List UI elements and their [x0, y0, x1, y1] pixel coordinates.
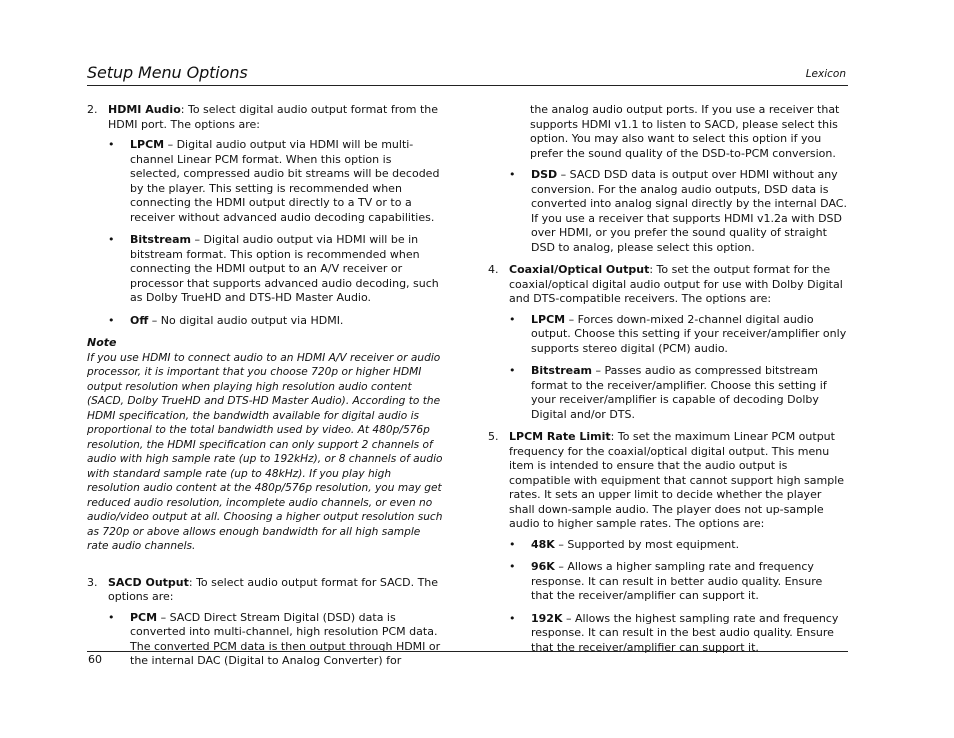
note-heading: Note	[87, 336, 117, 349]
bullet-item	[509, 313, 848, 357]
bullet-term: PCM	[130, 610, 158, 624]
bullet-text	[130, 611, 444, 669]
bullet-item	[108, 314, 444, 329]
page-number: 60	[88, 653, 102, 666]
item-term: LPCM Rate Limit	[509, 430, 611, 443]
bullet-icon: •	[509, 168, 516, 181]
item-number: 2.	[87, 103, 98, 116]
item-number: 5.	[488, 430, 499, 443]
list-item-lpcm-rate-limit	[488, 430, 848, 532]
bullet-text	[531, 168, 848, 255]
item-term: Coaxial/Optical Output	[509, 263, 650, 276]
bullet-term: Bitstream	[130, 233, 191, 246]
list-item-hdmi-audio	[87, 103, 444, 132]
bullet-text	[130, 233, 444, 306]
bullet-item	[509, 560, 848, 604]
bullet-item	[509, 168, 848, 255]
bullet-icon: •	[108, 233, 115, 246]
sacd-output-options	[108, 611, 444, 669]
item-text: : To select digital audio output format from the HDMI port. The options are:	[108, 103, 439, 131]
lpcm-rate-options	[509, 538, 848, 656]
bullet-description: – Allows the highest sampling rate and frequency response. It can result in the best audio quality. Ensure that the receiver/amplifier can support it.	[531, 611, 839, 654]
bullet-text	[531, 313, 848, 357]
item-text: : To select audio output format for SACD. The options are:	[108, 575, 439, 603]
sacd-output-options-continued	[509, 168, 848, 255]
bullet-description: – Digital audio output via HDMI will be multi-channel Linear PCM format. When this option is selected, compressed audio bit streams will be decoded by the player. This setting is recommended when connecting the HDMI output directly to a TV or to a receiver without advanced audio decoding capabilities.	[130, 138, 440, 224]
bullet-icon: •	[509, 364, 516, 377]
page-title: Setup Menu Options	[87, 63, 248, 82]
bullet-term: DSD	[531, 168, 558, 181]
bullet-term: LPCM	[130, 138, 165, 151]
bullet-term: 48K	[531, 537, 555, 551]
item-body	[108, 576, 444, 605]
left-column	[87, 103, 444, 677]
bullet-term: Bitstream	[531, 364, 592, 377]
bullet-term: LPCM	[531, 312, 566, 326]
item-term: SACD Output	[108, 575, 189, 589]
continuation-text: the analog audio output ports. If you use a receiver that supports HDMI v1.1 to listen to SACD, please select this option. You may also want to select this option if you prefer the sound quality of the DSD-to-PCM conversion.	[530, 103, 840, 160]
item-text: : To set the maximum Linear PCM output frequency for the coaxial/optical digital output. This menu item is intended to ensure that the audio output is compatible with equipment that cannot support high sample rates. It sets an upper limit to decide whether the player shall down-sample audio. The player does not up-sample audio to higher sample rates. The options are:	[509, 430, 845, 530]
bullet-text	[531, 612, 848, 656]
item-number: 4.	[488, 263, 499, 276]
bullet-description: – No digital audio output via HDMI.	[148, 313, 344, 327]
bullet-item	[108, 138, 444, 225]
footer-rule	[87, 651, 848, 652]
bullet-text	[531, 538, 848, 553]
item-text: : To set the output format for the coaxial/optical digital audio output for use with Dolby Digital and DTS-compatible receivers. The options are:	[509, 263, 843, 305]
bullet-term: 96K	[531, 560, 555, 573]
header-rule	[87, 85, 848, 86]
bullet-description: – Passes audio as compressed bitstream format to the receiver/amplifier. Choose this setting if your receiver/amplifier is capable of decoding Dolby Digital and/or DTS.	[531, 364, 827, 421]
bullet-icon: •	[108, 610, 115, 624]
bullet-description: – Allows a higher sampling rate and frequency response. It can result in better audio quality. Ensure that the receiver/amplifier can support it.	[531, 560, 823, 602]
bullet-text	[130, 314, 444, 329]
bullet-icon: •	[509, 560, 516, 573]
bullet-item	[509, 612, 848, 656]
bullet-item	[108, 233, 444, 306]
bullet-description: – Supported by most equipment.	[554, 537, 740, 551]
bullet-icon: •	[108, 138, 115, 151]
bullet-description: – SACD Direct Stream Digital (DSD) data is converted into multi-channel, high resolution PCM data. The converted PCM data is then output through HDMI or the internal DAC (Digital to Analog Converter) for	[130, 610, 441, 667]
bullet-description: – Forces down-mixed 2-channel digital audio output. Choose this setting if your receiver/amplifier only supports stereo digital (PCM) audio.	[531, 312, 847, 355]
brand-label: Lexicon	[805, 68, 846, 80]
right-column	[488, 103, 848, 663]
list-item-sacd-output	[87, 576, 444, 605]
item-body	[509, 263, 848, 307]
note-text: If you use HDMI to connect audio to an HDMI A/V receiver or audio processor, it is important that you choose 720p or higher HDMI output resolution when playing high resolution audio content (SACD, Dolby TrueHD and DTS-HD Master Audio). According to the HDMI specification, the bandwidth available for digital audio is proportional to the total bandwidth used by video. At 480p/576p resolution, the HDMI specification can only support 2 channels of audio with high sample rate (up to 192kHz), or 8 channels of audio with standard sample rate (up to 48kHz). If you play high resolution audio content at the 480p/576p resolution, you may get reduced audio resolution, incomplete audio channels, or even no audio/video output at all. Choosing a higher output resolution such as 720p or above allows enough bandwidth for all high sample rate audio channels.	[87, 351, 443, 552]
bullet-icon: •	[509, 312, 516, 326]
item-term: HDMI Audio	[108, 103, 181, 116]
bullet-icon: •	[509, 611, 516, 625]
coaxial-output-options	[509, 313, 848, 423]
bullet-term: Off	[130, 313, 149, 327]
bullet-description: – SACD DSD data is output over HDMI without any conversion. For the analog audio outputs, DSD data is converted into analog signal directly by the internal DAC. If you use a receiver that supports HDMI v1.2a with DSD over HDMI, or you prefer the sound quality of straight DSD to analog, please select this option.	[531, 168, 847, 254]
bullet-icon: •	[509, 537, 516, 551]
item-number: 3.	[87, 575, 98, 589]
bullet-text	[531, 560, 848, 604]
item-body	[108, 103, 444, 132]
bullet-item	[509, 538, 848, 553]
item-body	[509, 430, 848, 532]
hdmi-audio-options	[108, 138, 444, 328]
bullet-term: 192K	[531, 611, 563, 625]
bullet-text	[531, 364, 848, 422]
list-item-coaxial-optical-output	[488, 263, 848, 307]
bullet-text	[130, 138, 444, 225]
bullet-item	[108, 611, 444, 669]
bullet-icon: •	[108, 313, 115, 327]
bullet-description: – Digital audio output via HDMI will be in bitstream format. This option is recommended when connecting the HDMI output to an A/V receiver or processor that supports advanced audio decoding, such as Dolby TrueHD and DTS-HD Master Audio.	[130, 233, 439, 304]
bullet-item	[509, 364, 848, 422]
